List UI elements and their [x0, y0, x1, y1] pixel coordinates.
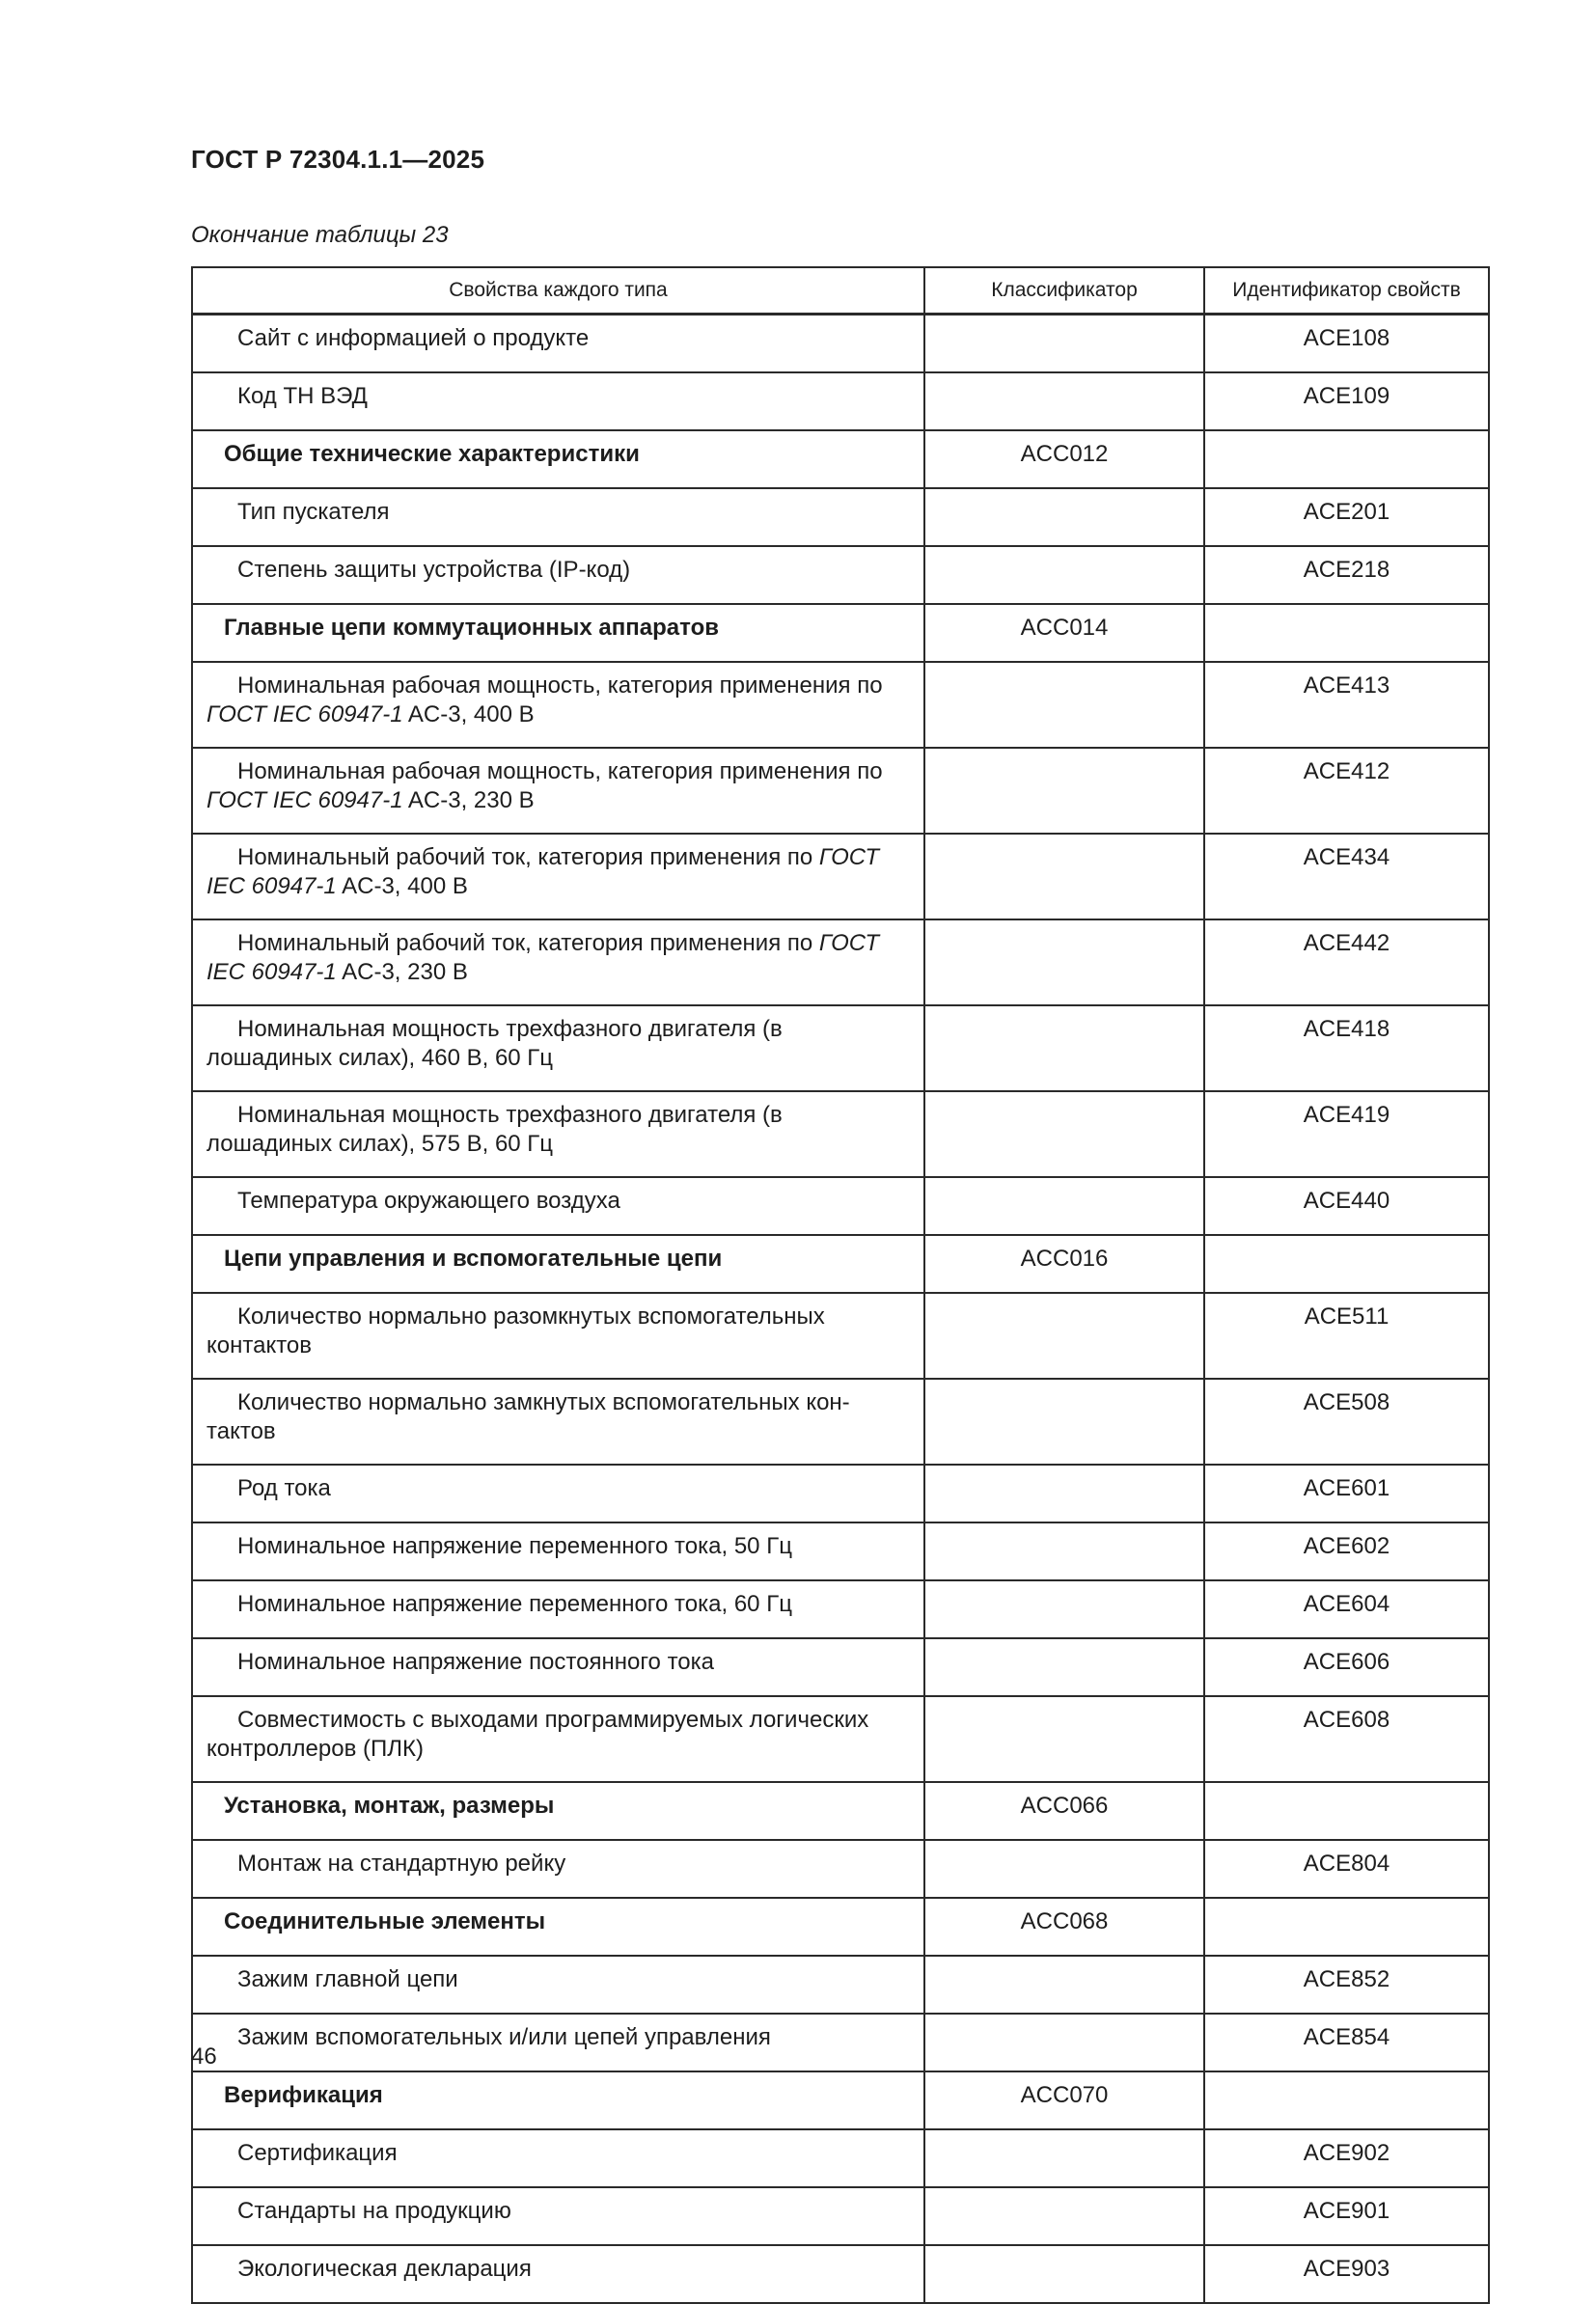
property-id-cell: ACE854: [1204, 2014, 1489, 2071]
property-name-cell: [192, 315, 924, 373]
property-id-cell: ACE606: [1204, 1638, 1489, 1696]
property-name-cell: [192, 2245, 924, 2303]
table-row: [192, 1522, 1489, 1580]
property-name: Соединительные элементы: [224, 1908, 546, 1934]
classifier-cell: [924, 1091, 1204, 1177]
table-row: [192, 919, 1489, 1005]
property-id-cell: ACE901: [1204, 2187, 1489, 2245]
property-name-cell: [192, 1638, 924, 1696]
property-name: Зажим главной цепи: [237, 1966, 458, 1992]
property-id-cell: ACE201: [1204, 488, 1489, 546]
property-name-cell: [192, 919, 924, 1005]
property-id-cell: ACE434: [1204, 834, 1489, 919]
property-name: Главные цепи коммутационных аппаратов: [224, 615, 719, 641]
table-row: [192, 488, 1489, 546]
property-name: Цепи управления и вспомогательные цепи: [224, 1246, 723, 1272]
property-name: Сертификация: [237, 2140, 398, 2166]
classifier-cell: ACC070: [924, 2071, 1204, 2129]
classifier-cell: [924, 1177, 1204, 1235]
property-name-cell: [192, 1465, 924, 1522]
table-row: [192, 315, 1489, 373]
property-name: Тип пускателя: [237, 499, 390, 525]
property-id-cell: ACE852: [1204, 1956, 1489, 2014]
property-id-cell: ACE902: [1204, 2129, 1489, 2187]
property-name: Установка, монтаж, размеры: [224, 1793, 555, 1819]
classifier-cell: [924, 1840, 1204, 1898]
property-name-cell: [192, 1782, 924, 1840]
table-row: [192, 834, 1489, 919]
table-row: [192, 2187, 1489, 2245]
table-group-row: [192, 1782, 1489, 1840]
property-id-cell: [1204, 2071, 1489, 2129]
property-name-cell: [192, 1091, 924, 1177]
table-header-row: [192, 267, 1489, 315]
property-id-cell: [1204, 604, 1489, 662]
standard-reference: ГОСТ IEC 60947-1: [206, 787, 403, 813]
table-row: [192, 1091, 1489, 1177]
column-header-classifier: Классификатор: [924, 267, 1204, 315]
property-id-cell: [1204, 1782, 1489, 1840]
table-row: [192, 372, 1489, 430]
classifier-cell: [924, 488, 1204, 546]
classifier-cell: ACC016: [924, 1235, 1204, 1293]
classifier-cell: [924, 1005, 1204, 1091]
classifier-cell: [924, 919, 1204, 1005]
property-id-cell: ACE602: [1204, 1522, 1489, 1580]
table-group-row: [192, 430, 1489, 488]
property-name-cell: [192, 1522, 924, 1580]
table-row: [192, 1177, 1489, 1235]
property-name-cell: [192, 1696, 924, 1782]
property-id-cell: ACE440: [1204, 1177, 1489, 1235]
property-name: Номинальное напряжение переменного тока, 50 Гц: [237, 1533, 792, 1559]
table-row: [192, 2014, 1489, 2071]
table-group-row: [192, 1898, 1489, 1956]
property-name-tail: AC-3, 400 В: [402, 701, 535, 727]
classifier-cell: [924, 1465, 1204, 1522]
property-id-cell: ACE804: [1204, 1840, 1489, 1898]
classifier-cell: [924, 662, 1204, 748]
property-id-cell: ACE903: [1204, 2245, 1489, 2303]
property-name: Номинальная рабочая мощность, категория применения по: [237, 758, 883, 784]
property-name-cell: [192, 662, 924, 748]
property-id-cell: ACE608: [1204, 1696, 1489, 1782]
property-name: Номинальная мощность трехфазного двигателя (в лошадиных силах), 460 В, 60 Гц: [206, 1016, 783, 1071]
property-name-cell: [192, 488, 924, 546]
classifier-cell: [924, 2245, 1204, 2303]
table-row: [192, 1956, 1489, 2014]
property-name: Номинальный рабочий ток, категория применения по: [237, 930, 819, 956]
property-id-cell: ACE508: [1204, 1379, 1489, 1465]
classifier-cell: ACC068: [924, 1898, 1204, 1956]
table-row: [192, 546, 1489, 604]
property-name-cell: [192, 1235, 924, 1293]
table-body: [192, 315, 1489, 2304]
property-name: Монтаж на стандартную рейку: [237, 1851, 566, 1877]
classifier-cell: [924, 2129, 1204, 2187]
property-name-cell: [192, 1840, 924, 1898]
table-row: [192, 1638, 1489, 1696]
classifier-cell: [924, 315, 1204, 373]
property-name: Номинальное напряжение постоянного тока: [237, 1649, 715, 1675]
table-caption: Окончание таблицы 23: [191, 222, 449, 248]
property-name-cell: [192, 2187, 924, 2245]
property-id-cell: [1204, 1898, 1489, 1956]
classifier-cell: [924, 1522, 1204, 1580]
property-name-cell: [192, 834, 924, 919]
classifier-cell: [924, 1696, 1204, 1782]
property-id-cell: ACE218: [1204, 546, 1489, 604]
property-name: Верификация: [224, 2082, 383, 2108]
property-id-cell: ACE511: [1204, 1293, 1489, 1379]
table-row: [192, 1580, 1489, 1638]
table-row: [192, 1696, 1489, 1782]
property-name: Экологическая декларация: [237, 2256, 532, 2282]
property-id-cell: ACE601: [1204, 1465, 1489, 1522]
classifier-cell: [924, 1956, 1204, 2014]
classifier-cell: [924, 2014, 1204, 2071]
property-name-cell: [192, 2071, 924, 2129]
property-name-cell: [192, 1956, 924, 2014]
table-row: [192, 1293, 1489, 1379]
property-name-tail: AC-3, 400 В: [336, 873, 468, 899]
property-name-cell: [192, 2014, 924, 2071]
property-name: Род тока: [237, 1475, 331, 1501]
property-name: Общие технические характеристики: [224, 441, 640, 467]
properties-table: [191, 266, 1490, 2304]
table-row: [192, 1840, 1489, 1898]
classifier-cell: ACC012: [924, 430, 1204, 488]
property-name: Номинальная мощность трехфазного двигателя (в лошадиных силах), 575 В, 60 Гц: [206, 1102, 783, 1157]
property-name: Зажим вспомогательных и/или цепей управления: [237, 2024, 771, 2050]
property-name: Количество нормально замкнутых вспомогательных кон-тактов: [206, 1389, 850, 1444]
property-name-cell: [192, 1177, 924, 1235]
property-id-cell: ACE419: [1204, 1091, 1489, 1177]
property-name-cell: [192, 1379, 924, 1465]
property-name-cell: [192, 372, 924, 430]
table-row: [192, 662, 1489, 748]
classifier-cell: [924, 2187, 1204, 2245]
property-name-cell: [192, 546, 924, 604]
table-group-row: [192, 604, 1489, 662]
document-header: ГОСТ Р 72304.1.1—2025: [191, 145, 485, 174]
property-id-cell: ACE108: [1204, 315, 1489, 373]
property-id-cell: ACE109: [1204, 372, 1489, 430]
property-name-cell: [192, 1580, 924, 1638]
property-name-cell: [192, 604, 924, 662]
property-name: Совместимость с выходами программируемых логических контроллеров (ПЛК): [206, 1707, 869, 1762]
property-name: Стандарты на продукцию: [237, 2198, 511, 2224]
property-name-cell: [192, 430, 924, 488]
property-name: Номинальная рабочая мощность, категория применения по: [237, 672, 883, 699]
classifier-cell: [924, 546, 1204, 604]
property-name: Температура окружающего воздуха: [237, 1188, 620, 1214]
classifier-cell: [924, 834, 1204, 919]
property-id-cell: [1204, 1235, 1489, 1293]
property-name: Код ТН ВЭД: [237, 383, 368, 409]
table-row: [192, 1465, 1489, 1522]
property-name: Номинальный рабочий ток, категория применения по: [237, 844, 819, 870]
property-id-cell: ACE412: [1204, 748, 1489, 834]
property-name: Номинальное напряжение переменного тока, 60 Гц: [237, 1591, 792, 1617]
property-name-cell: [192, 1898, 924, 1956]
classifier-cell: ACC066: [924, 1782, 1204, 1840]
standard-reference: ГОСТ IEC 60947-1: [206, 844, 879, 899]
classifier-cell: [924, 1379, 1204, 1465]
table-group-row: [192, 1235, 1489, 1293]
standard-reference: ГОСТ IEC 60947-1: [206, 701, 403, 727]
property-name-tail: AC-3, 230 В: [402, 787, 535, 813]
property-name-cell: [192, 1293, 924, 1379]
table-row: [192, 1005, 1489, 1091]
property-name-cell: [192, 748, 924, 834]
table-row: [192, 2129, 1489, 2187]
property-name-tail: AC-3, 230 В: [336, 959, 468, 985]
property-id-cell: ACE604: [1204, 1580, 1489, 1638]
classifier-cell: [924, 372, 1204, 430]
table-row: [192, 2245, 1489, 2303]
property-id-cell: [1204, 430, 1489, 488]
classifier-cell: [924, 1638, 1204, 1696]
table-group-row: [192, 2071, 1489, 2129]
classifier-cell: ACC014: [924, 604, 1204, 662]
classifier-cell: [924, 1580, 1204, 1638]
property-name-cell: [192, 1005, 924, 1091]
classifier-cell: [924, 1293, 1204, 1379]
property-id-cell: ACE442: [1204, 919, 1489, 1005]
column-header-properties: Свойства каждого типа: [192, 267, 924, 315]
classifier-cell: [924, 748, 1204, 834]
page-number: 46: [191, 2043, 217, 2070]
property-name-cell: [192, 2129, 924, 2187]
property-id-cell: ACE418: [1204, 1005, 1489, 1091]
standard-reference: ГОСТ IEC 60947-1: [206, 930, 879, 985]
property-name: Сайт с информацией о продукте: [237, 325, 590, 351]
table-row: [192, 748, 1489, 834]
property-name: Количество нормально разомкнутых вспомогательных контактов: [206, 1303, 825, 1358]
column-header-property-id: Идентификатор свойств: [1204, 267, 1489, 315]
property-name: Степень защиты устройства (IP-код): [237, 557, 631, 583]
table-row: [192, 1379, 1489, 1465]
property-id-cell: ACE413: [1204, 662, 1489, 748]
